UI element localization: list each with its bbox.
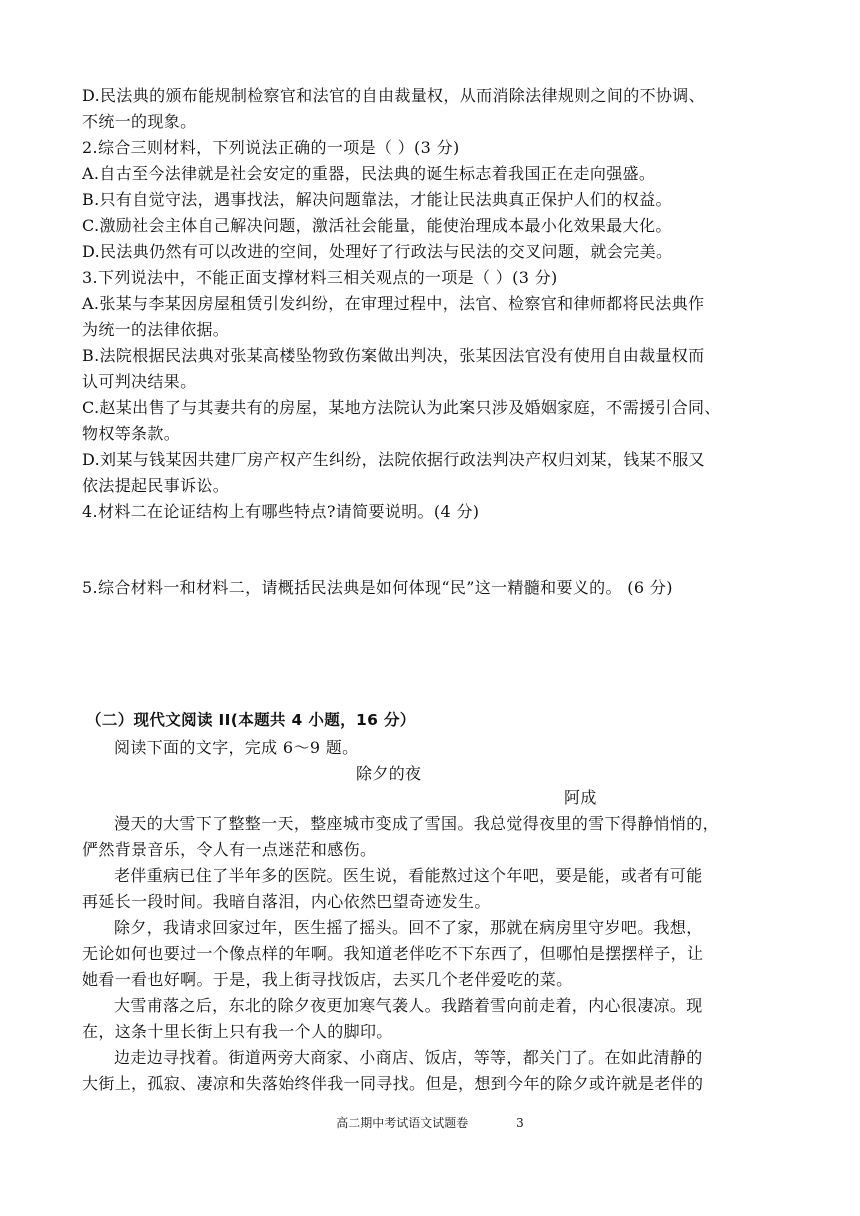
- q3-option-d-line2: 依法提起民事诉讼。: [82, 476, 230, 495]
- q3-option-d-line1: D.刘某与钱某因共建厂房产权产生纠纷，法院依据行政法判决产权归刘某，钱某不服又: [82, 450, 705, 469]
- q2-option-d: D.民法典仍然有可以改进的空间，处理好了行政法与民法的交叉问题，就会完美。: [82, 242, 673, 261]
- question-3: 3.下列说法中，不能正面支撑材料三相关观点的一项是（ ）(3 分): [82, 268, 558, 287]
- section-heading: （二）现代文阅读 II(本题共 4 小题，16 分）: [86, 711, 416, 729]
- option-d-q1-line1: D.民法典的颁布能规制检察官和法官的自由裁量权，从而消除法律规则之间的不协调、: [82, 86, 705, 105]
- footer-title: 高二期中考试语文试题卷: [336, 1116, 469, 1130]
- paragraph-1-line2: 俨然背景音乐，令人有一点迷茫和感伤。: [82, 840, 377, 859]
- paragraph-2-line2: 再延长一段时间。我暗自落泪，内心依然巴望奇迹发生。: [82, 892, 491, 911]
- q2-option-b: B.只有自觉守法，遇事找法，解决问题靠法，才能让民法典真正保护人们的权益。: [82, 190, 672, 209]
- q2-option-c: C.激励社会主体自己解决问题，激活社会能量，能使治理成本最小化效果最大化。: [82, 216, 672, 235]
- article-author: 阿成: [564, 788, 597, 807]
- paragraph-4-line1: 大雪甫落之后，东北的除夕夜更加寒气袭人。我踏着雪向前走着，内心很凄凉。现: [114, 996, 703, 1015]
- article-title: 除夕的夜: [356, 764, 422, 783]
- question-4: 4.材料二在论证结构上有哪些特点?请简要说明。(4 分): [82, 502, 480, 521]
- q3-option-a-line1: A.张某与李某因房屋租赁引发纠纷，在审理过程中，法官、检察官和律师都将民法典作: [82, 294, 705, 313]
- paragraph-5-line1: 边走边寻找着。街道两旁大商家、小商店、饭店，等等，都关门了。在如此清静的: [114, 1048, 703, 1067]
- paragraph-3-line3: 她看一看也好啊。于是，我上街寻找饭店，去买几个老伴爱吃的菜。: [82, 970, 573, 989]
- q3-option-b-line1: B.法院根据民法典对张某高楼坠物致伤案做出判决，张某因法官没有使用自由裁量权而: [82, 346, 705, 365]
- question-5: 5.综合材料一和材料二，请概括民法典是如何体现“民”这一精髓和要义的。 (6 分): [82, 578, 673, 597]
- q3-option-c-line2: 物权等条款。: [82, 424, 181, 443]
- paragraph-1-line1: 漫天的大雪下了整整一天，整座城市变成了雪国。我总觉得夜里的雪下得静悄悄的，: [114, 814, 719, 833]
- paragraph-5-line2: 大街上，孤寂、凄凉和失落始终伴我一同寻找。但是，想到今年的除夕或许就是老伴的: [82, 1074, 704, 1093]
- paragraph-4-line2: 在，这条十里长街上只有我一个人的脚印。: [82, 1022, 393, 1041]
- paragraph-2-line1: 老伴重病已住了半年多的医院。医生说，看能熬过这个年吧，要是能，或者有可能: [114, 866, 703, 885]
- q3-option-c-line1: C.赵某出售了与其妻共有的房屋，某地方法院认为此案只涉及婚姻家庭，不需援引合同、: [82, 398, 721, 417]
- reading-instruction: 阅读下面的文字，完成 6～9 题。: [114, 738, 359, 757]
- question-2: 2.综合三则材料，下列说法正确的一项是（ ）(3 分): [82, 138, 460, 157]
- paragraph-3-line1: 除夕，我请求回家过年，医生摇了摇头。回不了家，那就在病房里守岁吧。我想，: [114, 918, 703, 937]
- q3-option-b-line2: 认可判决结果。: [82, 372, 197, 391]
- page-footer: [0, 1114, 860, 1131]
- q2-option-a: A.自古至今法律就是社会安定的重器，民法典的诞生标志着我国正在走向强盛。: [82, 164, 656, 183]
- paragraph-3-line2: 无论如何也要过一个像点样的年啊。我知道老伴吃不下东西了，但哪怕是摆摆样子，让: [82, 944, 704, 963]
- option-d-q1-line2: 不统一的现象。: [82, 112, 197, 131]
- page-number: 3: [516, 1116, 524, 1130]
- q3-option-a-line2: 为统一的法律依据。: [82, 320, 230, 339]
